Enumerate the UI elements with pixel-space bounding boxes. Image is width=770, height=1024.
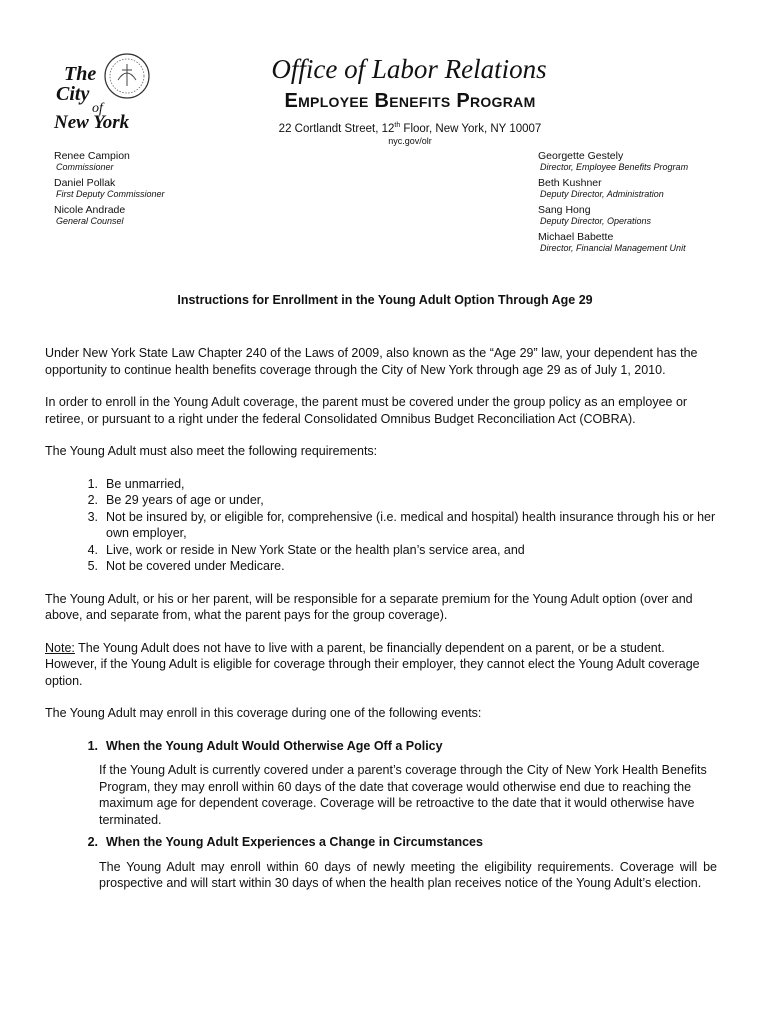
- staff-title: General Counsel: [56, 216, 124, 226]
- document-heading: Instructions for Enrollment in the Young Adult Option Through Age 29: [177, 293, 593, 307]
- website-link[interactable]: nyc.gov/olr: [388, 136, 432, 146]
- parent-coverage-paragraph: In order to enroll in the Young Adult coverage, the parent must be covered under the group policy as an employee or retiree, or pursuant to a right under the federal Consolidated Omnibus Budget Reconciliation Act (COBRA).: [45, 395, 688, 426]
- list-number: 3.: [87, 509, 98, 524]
- address-part-1: 22 Cortlandt Street, 12: [278, 122, 395, 135]
- premium-paragraph: The Young Adult, or his or her parent, will be responsible for a separate premium for the Young Adult option (over and above, and separate from, what the parent pays for the group coverage).: [45, 591, 693, 622]
- intro-paragraph: Under New York State Law Chapter 240 of the Laws of 2009, also known as the “Age 29” law, your dependent has the opportunity to continue health benefits coverage through the City of New York through age 29 as of July 1, 2010.: [45, 346, 698, 377]
- staff-title: Deputy Director, Administration: [540, 189, 664, 199]
- office-title: Office of Labor Relations: [271, 54, 547, 84]
- staff-entry: [54, 177, 274, 200]
- event-number: 1.: [87, 738, 98, 753]
- list-text: Not be insured by, or eligible for, comprehensive (i.e. medical and hospital) health insurance through his or her own employer,: [106, 509, 716, 540]
- staff-title: Deputy Director, Operations: [540, 216, 652, 226]
- requirements-list: [45, 476, 717, 575]
- program-title: Employee Benefits Program: [284, 90, 536, 112]
- list-item: [45, 492, 717, 509]
- address-part-2: Floor, New York, NY 10007: [400, 122, 542, 135]
- list-number: 2.: [87, 493, 98, 507]
- event-item: [45, 834, 717, 892]
- event-number: 2.: [87, 835, 98, 849]
- staff-list-left: [54, 150, 274, 231]
- list-text: Be 29 years of age or under,: [106, 493, 264, 507]
- event-item: [45, 738, 717, 829]
- staff-title: Director, Financial Management Unit: [540, 243, 686, 253]
- list-number: 4.: [87, 542, 98, 557]
- event-heading: [45, 834, 717, 851]
- note-label: Note:: [45, 640, 75, 655]
- staff-list-right: [538, 150, 758, 258]
- staff-title: First Deputy Commissioner: [56, 189, 165, 199]
- list-item: [45, 542, 717, 559]
- staff-entry: [54, 204, 274, 227]
- note-paragraph: [45, 640, 717, 690]
- logo-text-new-york: New York: [54, 112, 130, 132]
- staff-name: Michael Babette: [538, 231, 614, 243]
- event-body: The Young Adult may enroll within 60 days of newly meeting the eligibility requirements. Coverage will be prospective and will start within 30 days of when the health plan receives notice of the Young Adult’s election.: [99, 859, 717, 890]
- logo-text-city: City: [56, 83, 90, 105]
- event-heading: [45, 738, 717, 755]
- staff-name: Georgette Gestely: [538, 150, 624, 162]
- staff-name: Daniel Pollak: [54, 177, 116, 189]
- list-text: Not be covered under Medicare.: [106, 559, 285, 573]
- staff-entry: [538, 204, 758, 227]
- note-text: The Young Adult does not have to live with a parent, be financially dependent on a parent, or be a student. However, if the Young Adult is eligible for coverage through their employer, they cannot elect the Young Adult coverage option.: [45, 640, 700, 688]
- event-title: When the Young Adult Experiences a Change in Circumstances: [106, 835, 483, 849]
- event-body: If the Young Adult is currently covered under a parent’s coverage through the City of New York Health Benefits Program, they may enroll within 60 days of the date that coverage would otherwise end due to reaching the maximum age for dependent coverage. Coverage will be retroactive to the date that it would otherwise have terminated.: [99, 763, 707, 827]
- events-intro: The Young Adult may enroll in this coverage during one of the following events:: [45, 706, 482, 720]
- staff-entry: [538, 177, 758, 200]
- staff-entry: [54, 150, 274, 173]
- list-text: Be unmarried,: [106, 476, 185, 491]
- document-body: [45, 345, 717, 898]
- list-item: [45, 476, 717, 493]
- staff-entry: [538, 231, 758, 254]
- logo-text-the: The: [64, 63, 97, 85]
- address-superscript: th: [394, 122, 401, 129]
- staff-title: Commissioner: [56, 162, 114, 172]
- staff-title: Director, Employee Benefits Program: [540, 162, 689, 172]
- event-title: When the Young Adult Would Otherwise Age Off a Policy: [106, 738, 443, 753]
- requirements-intro: The Young Adult must also meet the following requirements:: [45, 444, 378, 458]
- list-number: 1.: [87, 476, 98, 491]
- list-text: Live, work or reside in New York State or the health plan’s service area, and: [106, 542, 525, 557]
- staff-entry: [538, 150, 758, 173]
- list-number: 5.: [87, 559, 98, 573]
- office-address: [0, 122, 770, 135]
- staff-name: Nicole Andrade: [54, 204, 126, 216]
- events-list: [45, 738, 717, 892]
- list-item: [45, 558, 717, 575]
- list-item: [45, 509, 717, 542]
- staff-name: Beth Kushner: [538, 177, 602, 189]
- logo-text-of: of: [92, 101, 103, 116]
- staff-name: Renee Campion: [54, 150, 130, 162]
- staff-name: Sang Hong: [538, 204, 591, 216]
